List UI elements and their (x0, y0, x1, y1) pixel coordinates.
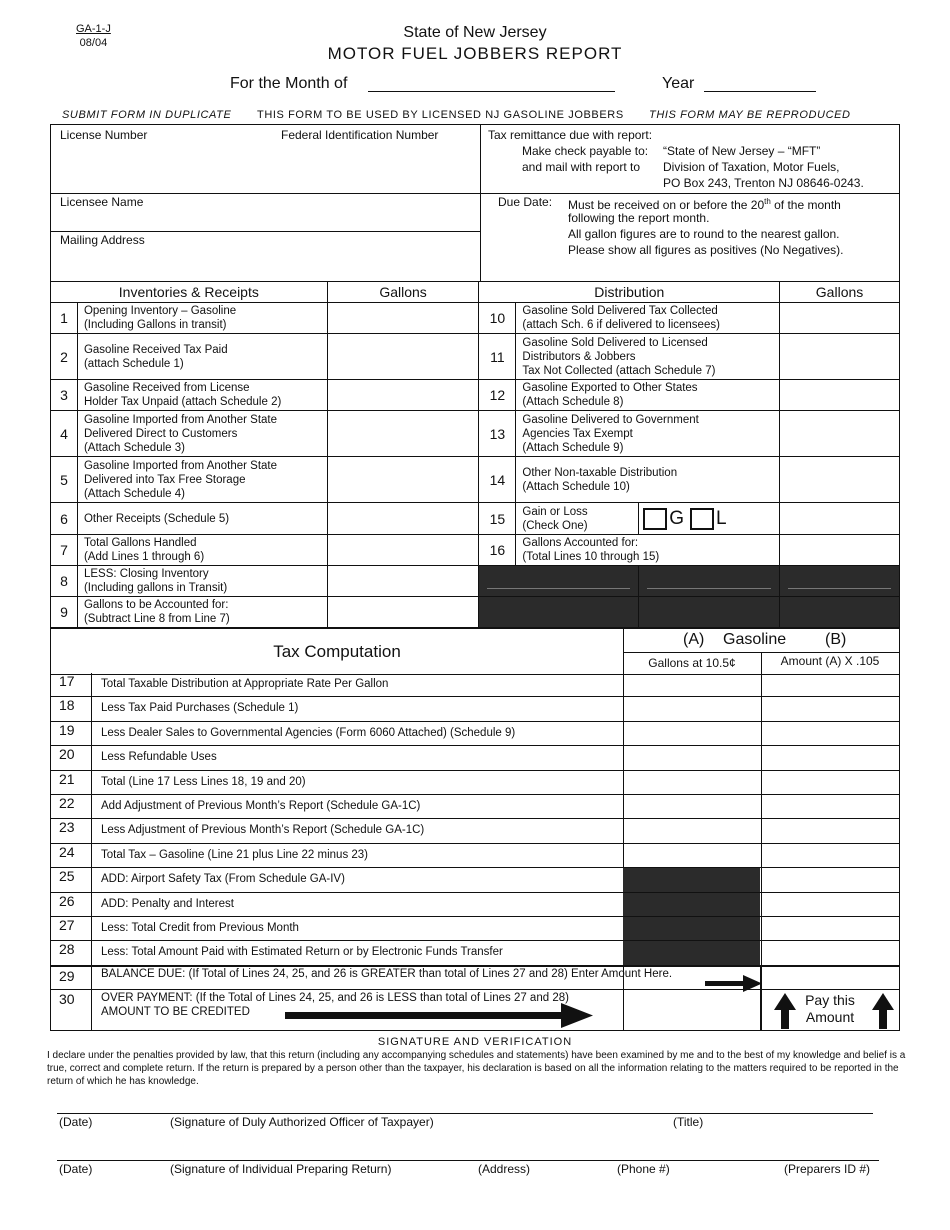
due-line3: All gallon figures are to round to the nearest gallon. (568, 227, 840, 241)
note-usage: THIS FORM TO BE USED BY LICENSED NJ GASOLINE JOBBERS (257, 109, 624, 121)
line-number: 10 (479, 303, 516, 334)
line-description: ADD: Airport Safety Tax (From Schedule GA-IV) (101, 873, 345, 886)
gallons-input-line-4[interactable] (327, 411, 479, 457)
line-number: 1 (51, 303, 78, 334)
mailing-address-field[interactable] (60, 249, 470, 279)
amount-input-line-17[interactable] (761, 673, 898, 696)
tax-line-18 (50, 697, 900, 721)
line-number: 29 (59, 968, 75, 984)
line-description: Gasoline Delivered to Government Agencies Tax Exempt (Attach Schedule 9) (516, 411, 780, 457)
overpayment-gallons[interactable] (623, 990, 760, 1030)
amount-input-line-27[interactable] (761, 917, 898, 940)
line-number: 24 (59, 843, 75, 860)
line-number: 12 (479, 380, 516, 411)
line-number: 28 (59, 941, 75, 958)
gallons-input-line-8[interactable] (327, 566, 479, 597)
mail-line2: PO Box 243, Trenton NJ 08646-0243. (663, 176, 864, 190)
line-description: Less: Total Credit from Previous Month (101, 922, 299, 934)
mailing-address-label: Mailing Address (60, 233, 145, 247)
pay-this-amount-note: Pay this Amount (805, 992, 855, 1025)
line-description: Gasoline Sold Delivered Tax Collected (attach Sch. 6 if delivered to licensees) (516, 303, 780, 334)
signature-line-preparer[interactable] (57, 1160, 879, 1161)
shaded-block (639, 597, 780, 628)
gallons-input-line-21[interactable] (623, 771, 760, 794)
distribution-header: Distribution (479, 282, 780, 303)
balance-due-text: BALANCE DUE: (If Total of Lines 24, 25, and 26 is GREATER than total of Lines 27 and 28) Enter Amount Here. (101, 968, 673, 980)
line-description: Less Refundable Uses (101, 751, 217, 764)
tax-line-25 (50, 868, 900, 892)
amount-input-line-23[interactable] (761, 819, 898, 842)
table-row (51, 535, 900, 566)
gain-loss-choice (639, 503, 780, 535)
amount-input-line-28[interactable] (761, 941, 898, 964)
gallons-input-line-11[interactable] (780, 334, 900, 380)
table-row (51, 303, 900, 334)
line-description: Gasoline Received Tax Paid (attach Schedule 1) (77, 334, 327, 380)
line-number: 22 (59, 795, 75, 811)
line-number: 9 (51, 597, 78, 628)
amount-input-line-22[interactable] (761, 795, 898, 818)
preparer-id-label: (Preparers ID #) (784, 1162, 871, 1176)
amount-rate-label: Amount (A) X .105 (780, 654, 880, 668)
line-29-row (50, 966, 900, 990)
line-description: Other Non-taxable Distribution (Attach Schedule 10) (516, 457, 780, 503)
gasoline-label: Gasoline (723, 631, 787, 648)
amount-input-line-18[interactable] (761, 697, 898, 720)
gallons-input-line-5[interactable] (327, 457, 479, 503)
line-description: Total Gallons Handled (Add Lines 1 through 6) (77, 535, 327, 566)
line-number: 13 (479, 411, 516, 457)
line-description: Gasoline Sold Delivered to Licensed Distributors & Jobbers Tax Not Collected (attach Schedule 7) (516, 334, 780, 380)
tax-line-26 (50, 893, 900, 917)
column-a-label: (A) (683, 631, 705, 648)
line-description: Less Adjustment of Previous Month’s Report (Schedule GA-1C) (101, 824, 425, 837)
payable-label: Make check payable to: (522, 144, 649, 158)
year-field[interactable] (704, 91, 816, 92)
line-number: 18 (59, 697, 75, 714)
line-description: Total Taxable Distribution at Appropriate Rate Per Gallon (101, 678, 389, 690)
tax-line-21 (50, 771, 900, 795)
line-description: Less: Total Amount Paid with Estimated Return or by Electronic Funds Transfer (101, 946, 503, 959)
state-title: State of New Jersey (403, 24, 547, 41)
gallons-input-line-16[interactable] (780, 535, 900, 566)
shaded-block (479, 597, 639, 628)
shaded-block (639, 566, 780, 597)
signature-heading: SIGNATURE AND VERIFICATION (377, 1036, 573, 1048)
gain-letter: G (669, 507, 685, 529)
month-field[interactable] (368, 91, 615, 92)
due-date-label: Due Date: (498, 195, 553, 209)
line-number: 2 (51, 334, 78, 380)
line-number: 27 (59, 917, 75, 933)
declaration-text: I declare under the penalties provided by law, that this return (including any accompanying schedules and statements) have been examined by me and to the best of my knowledge and belief is a true, correct and complete return. If the return is prepared by a person other than the taxpayer, his declaration is based on all the information relating to the matters required to be reported in the return of which he has knowledge. (47, 1050, 906, 1087)
gallons-input-line-1[interactable] (327, 303, 479, 334)
tax-line-20 (50, 746, 900, 770)
date-label: (Date) (59, 1162, 93, 1176)
gallons-input-line-6[interactable] (327, 503, 479, 535)
line-description: Total Tax – Gasoline (Line 21 plus Line 22 minus 23) (101, 848, 369, 861)
line-number: 26 (59, 892, 75, 909)
arrow-up-icon (872, 993, 894, 1029)
line-number: 17 (59, 673, 75, 689)
amount-input-line-24[interactable] (761, 844, 898, 867)
column-b-label: (B) (825, 631, 847, 648)
line-description: Gasoline Imported from Another State Delivered Direct to Customers (Attach Schedule 3) (77, 411, 327, 457)
line-number: 4 (51, 411, 78, 457)
licensee-name-field[interactable] (60, 211, 470, 229)
inventory-distribution-table (50, 281, 900, 628)
loss-letter: L (716, 507, 727, 529)
gallons-input-line-10[interactable] (780, 303, 900, 334)
due-line4: Please show all figures as positives (No Negatives). (568, 243, 844, 257)
arrow-right-icon (285, 1003, 595, 1029)
preparer-signature-label: (Signature of Individual Preparing Return) (170, 1162, 392, 1176)
gain-checkbox[interactable] (643, 508, 667, 530)
gallons-header-right: Gallons (780, 282, 900, 303)
gallons-input-line-14[interactable] (780, 457, 900, 503)
line-description: Gasoline Exported to Other States (Attach Schedule 8) (516, 380, 780, 411)
license-number-label: License Number (60, 128, 148, 142)
shaded-block (623, 893, 760, 916)
line-30-row (50, 989, 900, 1030)
remittance-title: Tax remittance due with report: (488, 128, 653, 142)
inventories-header: Inventories & Receipts (51, 282, 328, 303)
gallons-input-line-7[interactable] (327, 535, 479, 566)
gallons-input-line-19[interactable] (623, 722, 760, 745)
payable-value: “State of New Jersey – “MFT” (663, 144, 821, 158)
line-description: Gain or Loss (Check One) (516, 503, 639, 535)
fein-label: Federal Identification Number (281, 128, 439, 142)
month-label: For the Month of (230, 75, 348, 92)
tax-line-28 (50, 941, 900, 965)
line-number: 14 (479, 457, 516, 503)
line-number: 20 (59, 746, 75, 763)
line-description: Other Receipts (Schedule 5) (77, 503, 327, 535)
due-line1: Must be received on or before the 20th of the month (568, 197, 841, 212)
table-row (51, 597, 900, 628)
phone-label: (Phone #) (617, 1162, 670, 1176)
shaded-block (623, 917, 760, 940)
line-number: 30 (59, 991, 75, 1007)
table-row (51, 503, 900, 535)
licensee-name-label: Licensee Name (60, 195, 144, 209)
gallons-input-line-20[interactable] (623, 746, 760, 769)
taxpayer-info-box (50, 124, 900, 282)
line-description: Add Adjustment of Previous Month’s Report (Schedule GA-1C) (101, 800, 421, 812)
tax-computation-title: Tax Computation (273, 641, 401, 661)
note-duplicate: SUBMIT FORM IN DUPLICATE (62, 109, 232, 121)
form-revision-date: 08/04 (79, 37, 108, 49)
gallons-input-line-15[interactable] (780, 503, 900, 535)
line-description: Gallons Accounted for: (Total Lines 10 through 15) (516, 535, 780, 566)
line-number: 3 (51, 380, 78, 411)
line-description: Total (Line 17 Less Lines 18, 19 and 20) (101, 775, 306, 788)
note-reproduce: THIS FORM MAY BE REPRODUCED (649, 109, 851, 121)
gallons-input-line-24[interactable] (623, 844, 760, 867)
year-label: Year (662, 75, 695, 92)
shaded-block (623, 868, 760, 891)
table-row (51, 411, 900, 457)
line-number: 25 (59, 868, 75, 885)
table-row (51, 457, 900, 503)
line-description: Less Tax Paid Purchases (Schedule 1) (101, 702, 299, 715)
overpayment-text: OVER PAYMENT: (If the Total of Lines 24, 25, and 26 is LESS than total of Lines 27 and 28) AMOUNT TO BE CREDITED (101, 992, 569, 1018)
form-code-number: GA-1-J (76, 23, 111, 35)
arrow-up-icon (774, 993, 796, 1029)
gallons-input-line-17[interactable] (623, 673, 760, 696)
shaded-block (780, 597, 900, 628)
tax-line-23 (50, 819, 900, 843)
line-description: LESS: Closing Inventory (Including gallons in Transit) (77, 566, 327, 597)
report-title: MOTOR FUEL JOBBERS REPORT (327, 44, 623, 63)
tax-line-17 (50, 673, 900, 697)
shaded-block (780, 566, 900, 597)
gallons-header-left: Gallons (327, 282, 479, 303)
line-description: Opening Inventory – Gasoline (Including Gallons in transit) (77, 303, 327, 334)
shaded-block (479, 566, 639, 597)
gallons-rate-label: Gallons at 10.5¢ (648, 656, 736, 670)
gallons-input-line-18[interactable] (623, 697, 760, 720)
address-label: (Address) (478, 1162, 531, 1176)
amount-input-line-20[interactable] (761, 746, 898, 769)
tax-line-22 (50, 795, 900, 819)
amount-input-line-25[interactable] (761, 868, 898, 891)
gallons-input-line-3[interactable] (327, 380, 479, 411)
gallons-input-line-12[interactable] (780, 380, 900, 411)
line-number: 21 (59, 770, 75, 787)
amount-input-line-19[interactable] (761, 722, 898, 745)
mail-line1: Division of Taxation, Motor Fuels, (663, 160, 840, 174)
title-label: (Title) (673, 1115, 704, 1129)
line-number: 23 (59, 819, 75, 836)
gallons-input-line-2[interactable] (327, 334, 479, 380)
line-number: 6 (51, 503, 78, 535)
line-description: Gallons to be Accounted for: (Subtract Line 8 from Line 7) (77, 597, 327, 628)
line-number: 19 (59, 721, 75, 738)
tax-line-24 (50, 844, 900, 868)
line-description: Gasoline Received from License Holder Tax Unpaid (attach Schedule 2) (77, 380, 327, 411)
signature-line-officer[interactable] (57, 1113, 873, 1114)
fein-field[interactable] (281, 145, 471, 189)
table-row (51, 334, 900, 380)
line-number: 5 (51, 457, 78, 503)
line-description: Less Dealer Sales to Governmental Agencies (Form 6060 Attached) (Schedule 9) (101, 726, 516, 739)
line-number: 8 (51, 566, 78, 597)
gallons-input-line-23[interactable] (623, 819, 760, 842)
amount-input-line-26[interactable] (761, 893, 898, 916)
due-line2: following the report month. (568, 211, 710, 225)
loss-checkbox[interactable] (690, 508, 714, 530)
officer-signature-label: (Signature of Duly Authorized Officer of Taxpayer) (170, 1115, 434, 1129)
line-description: Gasoline Imported from Another State Delivered into Tax Free Storage (Attach Schedule 4) (77, 457, 327, 503)
date-label: (Date) (59, 1115, 93, 1129)
shaded-block (623, 941, 760, 964)
line-number: 7 (51, 535, 78, 566)
balance-due-amount[interactable] (761, 967, 898, 990)
table-row (51, 380, 900, 411)
mail-label: and mail with report to (522, 160, 641, 174)
gallons-input-line-22[interactable] (623, 795, 760, 818)
table-row (51, 566, 900, 597)
line-number: 11 (479, 334, 516, 380)
tax-line-27 (50, 917, 900, 941)
gallons-input-line-13[interactable] (780, 411, 900, 457)
line-number: 16 (479, 535, 516, 566)
line-description: ADD: Penalty and Interest (101, 897, 234, 910)
line-number: 15 (479, 503, 516, 535)
gallons-input-line-9[interactable] (327, 597, 479, 628)
license-number-field[interactable] (60, 145, 260, 189)
amount-input-line-21[interactable] (761, 771, 898, 794)
tax-line-19 (50, 722, 900, 746)
